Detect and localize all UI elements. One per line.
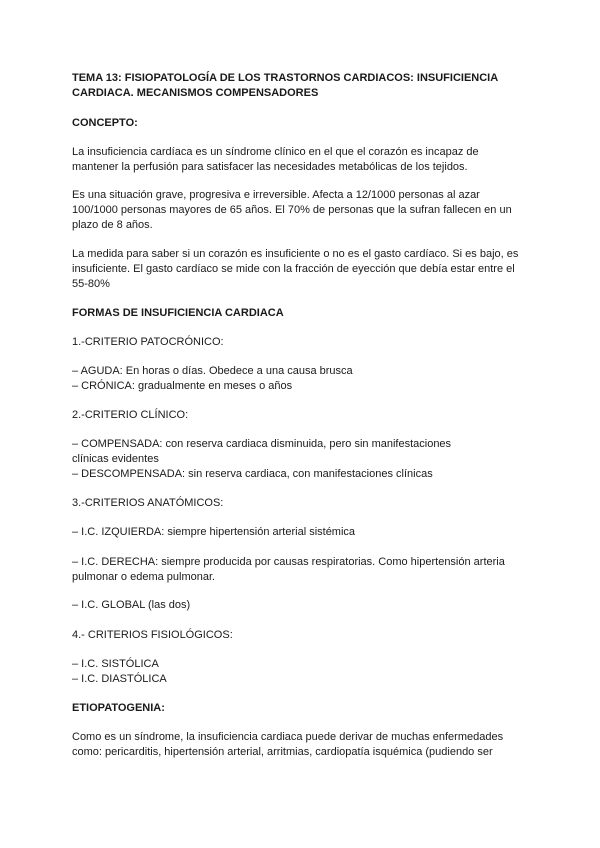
text-line: mantener la perfusión para satisfacer las necesidades metabólicas de los tejidos. (72, 161, 468, 173)
etiopatogenia-heading: ETIOPATOGENIA: (72, 702, 165, 714)
text-line: Como es un síndrome, la insuficiencia cardiaca puede derivar de muchas enfermedades (72, 731, 504, 743)
criterio-3-title: 3.-CRITERIOS ANATÓMICOS: (72, 497, 224, 509)
text-line: La medida para saber si un corazón es insuficiente o no es el gasto cardíaco. Si es bajo, es (72, 248, 519, 260)
criterio-2-title: 2.-CRITERIO CLÍNICO: (72, 409, 189, 421)
concepto-paragraph-3 (72, 247, 542, 292)
list-item: – I.C. SISTÓLICA (72, 658, 159, 670)
criterio-3-global: – I.C. GLOBAL (las dos) (72, 599, 191, 611)
text-line: La insuficiencia cardíaca es un síndrome clínico en el que el corazón es incapaz de (72, 146, 479, 158)
list-item: – I.C. DIASTÓLICA (72, 673, 167, 685)
concepto-paragraph-2 (72, 188, 542, 233)
list-item: – CRÓNICA: gradualmente en meses o años (72, 380, 293, 392)
text-line: como: pericarditis, hipertensión arterial, arritmias, cardiopatía isquémica (pudiendo ser (72, 746, 493, 758)
criterio-4-list (72, 657, 542, 687)
text-line: insuficiente. El gasto cardíaco se mide con la fracción de eyección que debía estar entre el (72, 263, 515, 275)
criterio-3-izquierda: – I.C. IZQUIERDA: siempre hipertensión arterial sistémica (72, 526, 356, 538)
list-item: – AGUDA: En horas o días. Obedece a una causa brusca (72, 365, 353, 377)
text-line: 100/1000 personas mayores de 65 años. El 70% de personas que la sufran fallecen en un (72, 204, 512, 216)
text-line: Es una situación grave, progresiva e irreversible. Afecta a 12/1000 personas al azar (72, 189, 480, 201)
criterio-1-title: 1.-CRITERIO PATOCRÓNICO: (72, 336, 224, 348)
title-line: TEMA 13: FISIOPATOLOGÍA DE LOS TRASTORNOS CARDIACOS: INSUFICIENCIA (72, 72, 499, 84)
formas-heading: FORMAS DE INSUFICIENCIA CARDIACA (72, 307, 284, 319)
list-item: – DESCOMPENSADA: sin reserva cardiaca, con manifestaciones clínicas (72, 468, 433, 480)
criterio-2-list (72, 437, 542, 482)
criterio-1-list (72, 364, 542, 394)
text-line: 55-80% (72, 278, 110, 290)
document-title (72, 71, 542, 101)
concepto-paragraph-1 (72, 145, 542, 175)
list-item: – COMPENSADA: con reserva cardiaca disminuida, pero sin manifestaciones (72, 438, 452, 450)
etiopatogenia-paragraph (72, 730, 542, 760)
criterio-3-derecha (72, 555, 542, 585)
list-item: – I.C. DERECHA: siempre producida por causas respiratorias. Como hipertensión arteria (72, 556, 505, 568)
text-line: plazo de 8 años. (72, 219, 153, 231)
concepto-heading: CONCEPTO: (72, 117, 138, 129)
list-item: clínicas evidentes (72, 453, 159, 465)
criterio-4-title: 4.- CRITERIOS FISIOLÓGICOS: (72, 629, 233, 641)
list-item: pulmonar o edema pulmonar. (72, 571, 216, 583)
title-line: CARDIACA. MECANISMOS COMPENSADORES (72, 87, 319, 99)
